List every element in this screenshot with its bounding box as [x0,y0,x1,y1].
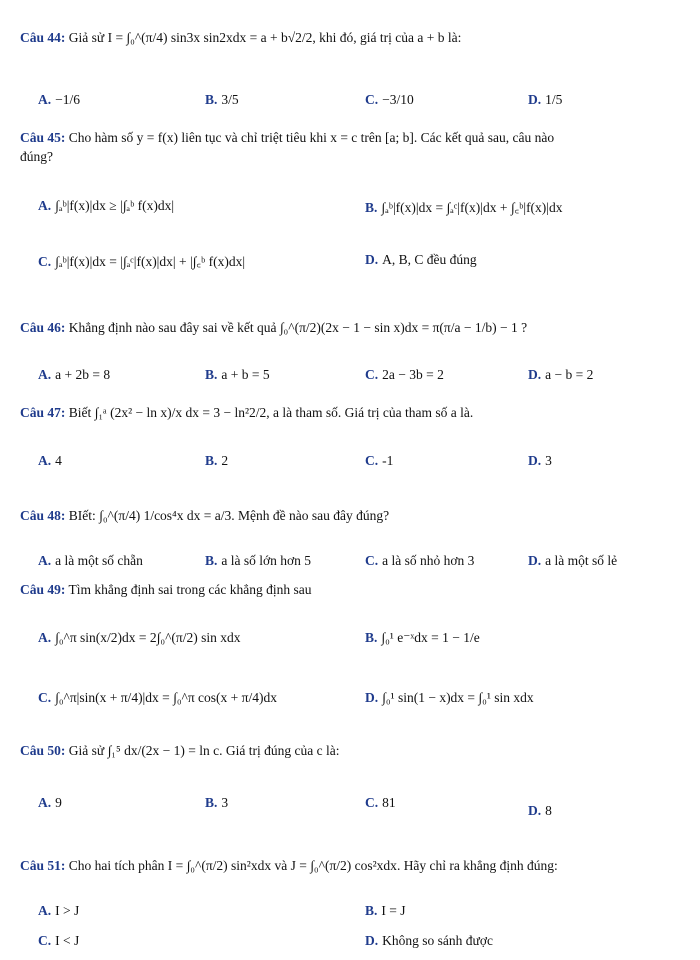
q46-label: Câu 46: [20,320,66,335]
q50-stem-a: Giả sử [68,743,105,758]
q47-option-a[interactable]: A. 4 [38,453,62,468]
q47-stem-a: Biết [68,405,92,420]
q49-stem [20,582,700,598]
q50-label: Câu 50: [20,743,66,758]
q45-stem-line1 [20,130,700,146]
q45-stem-1: Cho hàm số y = f(x) liên tục và chỉ triệt tiêu khi x = c trên [a; b]. Các kết quả sau, câu nào [68,130,555,145]
q48-stem-a: BIết: [68,508,96,523]
q44-stem-b: , khi đó, giá trị của a + b là: [312,30,462,45]
q51-integral-j: J = ∫₀^(π/2) cos²xdx [290,858,397,873]
q48-label: Câu 48: [20,508,66,523]
q48-stem [20,508,700,524]
q46-stem-text: Khẳng định nào sau đây sai về kết quả [68,320,277,335]
q45-option-b[interactable]: B. ∫ₐᵇ|f(x)|dx = ∫ₐᶜ|f(x)|dx + ∫꜀ᵇ|f(x)|dx [365,200,563,215]
q46-integral: ∫₀^(π/2)(2x − 1 − sin x)dx = π(π/a − 1/b) − 1 ? [279,320,528,335]
q47-option-c[interactable]: C. -1 [365,453,394,468]
q44-stem-a: Giả sử [68,30,105,45]
q51-stem-a: Cho hai tích phân [68,858,165,873]
q45-option-a[interactable]: A. ∫ₐᵇ|f(x)|dx ≥ |∫ₐᵇ f(x)dx| [38,198,175,213]
q51-option-c[interactable]: C. I < J [38,933,80,948]
q49-option-a[interactable]: A. ∫₀^π sin(x/2)dx = 2∫₀^(π/2) sin xdx [38,630,241,645]
q51-joiner: và [274,858,288,873]
q44-option-b[interactable]: B. 3/5 [205,92,239,107]
q47-label: Câu 47: [20,405,66,420]
q50-stem [20,743,700,759]
q50-option-a[interactable]: A. 9 [38,795,62,810]
q51-label: Câu 51: [20,858,66,873]
q49-option-c[interactable]: C. ∫₀^π|sin(x + π/4)|dx = ∫₀^π cos(x + π/4)dx [38,690,277,705]
q49-option-d[interactable]: D. ∫₀¹ sin(1 − x)dx = ∫₀¹ sin xdx [365,690,534,705]
q47-stem [20,405,700,421]
q51-option-a[interactable]: A. I > J [38,903,80,918]
q44-stem [20,30,700,46]
q48-option-c[interactable]: C. a là số nhỏ hơn 3 [365,553,475,568]
q51-integral-i: I = ∫₀^(π/2) sin²xdx [167,858,272,873]
q49-stem-text: Tìm khẳng định sai trong các khẳng định sau [68,582,312,597]
q44-label: Câu 44: [20,30,66,45]
q50-option-b[interactable]: B. 3 [205,795,229,810]
q45-option-c[interactable]: C. ∫ₐᵇ|f(x)|dx = |∫ₐᶜ|f(x)|dx| + |∫꜀ᵇ f(x)dx| [38,254,246,269]
q44-option-d[interactable]: D. 1/5 [528,92,563,107]
q44-option-a[interactable]: A. −1/6 [38,92,80,107]
q46-stem [20,320,700,336]
q44-integral: I = ∫₀^(π/4) sin3x sin2xdx = a + b√2/2 [107,30,313,45]
q46-option-d[interactable]: D. a − b = 2 [528,367,594,382]
q46-option-b[interactable]: B. a + b = 5 [205,367,270,382]
q48-option-d[interactable]: D. a là một số lẻ [528,553,618,568]
q48-stem-b: . Mệnh đề nào sau đây đúng? [231,508,390,523]
q51-stem [20,858,700,874]
q46-option-c[interactable]: C. 2a − 3b = 2 [365,367,444,382]
q47-option-d[interactable]: D. 3 [528,453,552,468]
q47-option-b[interactable]: B. 2 [205,453,229,468]
q51-option-b[interactable]: B. I = J [365,903,406,918]
q44-option-c[interactable]: C. −3/10 [365,92,414,107]
q48-option-b[interactable]: B. a là số lớn hơn 5 [205,553,312,568]
q47-integral: ∫₁ᵃ (2x² − ln x)/x dx = 3 − ln²2/2 [94,405,267,420]
q45-option-d[interactable]: D. A, B, C đều đúng [365,252,477,267]
q51-option-d[interactable]: D. Không so sánh được [365,933,493,948]
q48-integral: ∫₀^(π/4) 1/cos⁴x dx = a/3 [99,508,232,523]
q45-label: Câu 45: [20,130,66,145]
q51-stem-b: . Hãy chỉ ra khẳng định đúng: [396,858,558,873]
q49-label: Câu 49: [20,582,66,597]
q50-stem-b: . Giá trị đúng của c là: [219,743,340,758]
q46-option-a[interactable]: A. a + 2b = 8 [38,367,111,382]
q50-option-c[interactable]: C. 81 [365,795,396,810]
q47-stem-b: , a là tham số. Giá trị của tham số a là. [266,405,474,420]
q45-stem-line2: đúng? [20,149,53,164]
q50-integral: ∫₁⁵ dx/(2x − 1) = ln c [107,743,220,758]
q48-option-a[interactable]: A. a là một số chẵn [38,553,143,568]
q49-option-b[interactable]: B. ∫₀¹ e⁻ˣdx = 1 − 1/e [365,630,480,645]
q50-option-d[interactable]: D. 8 [528,803,552,818]
